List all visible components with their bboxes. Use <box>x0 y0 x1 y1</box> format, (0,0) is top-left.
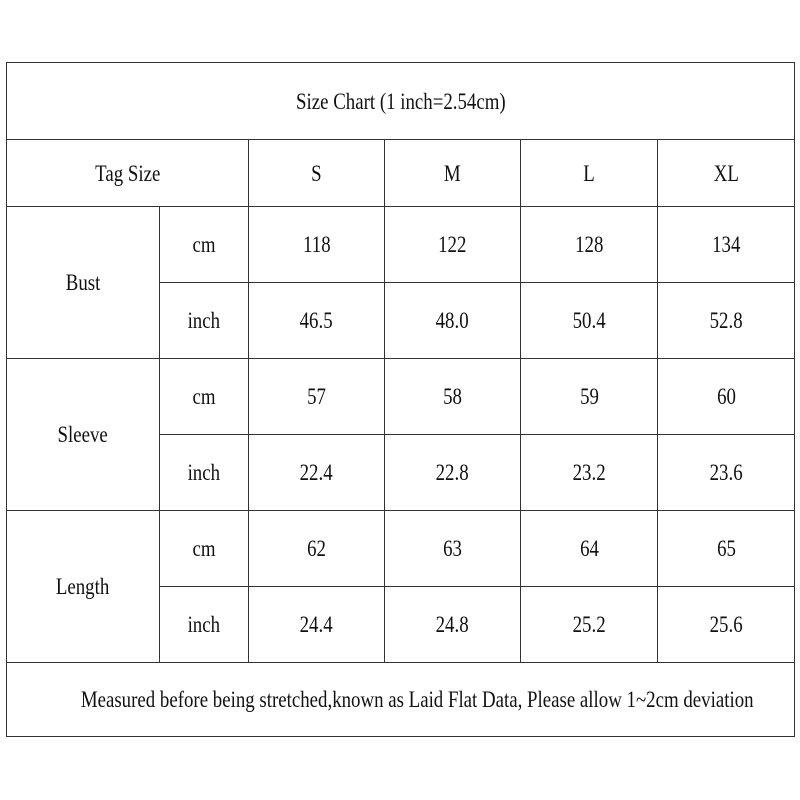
table-row <box>7 359 795 435</box>
table-cell: 58 <box>385 359 521 435</box>
table-cell: 25.6 <box>658 587 795 663</box>
size-header-s: S <box>249 140 385 207</box>
footer-note: Measured before being stretched,known as Laid Flat Data, Please allow 1~2cm deviation <box>7 663 795 737</box>
measure-label-sleeve: Sleeve <box>7 359 160 511</box>
measure-label-length: Length <box>7 511 160 663</box>
table-cell: 22.8 <box>385 435 521 511</box>
size-header-m: M <box>385 140 521 207</box>
table-cell: 24.4 <box>249 587 385 663</box>
table-cell: 22.4 <box>249 435 385 511</box>
unit-label: cm <box>160 207 249 283</box>
table-cell: 23.2 <box>521 435 658 511</box>
unit-label: inch <box>160 283 249 359</box>
title-row <box>7 63 795 140</box>
unit-label: cm <box>160 359 249 435</box>
table-cell: 63 <box>385 511 521 587</box>
table-row <box>7 207 795 283</box>
table-cell: 60 <box>658 359 795 435</box>
unit-label: cm <box>160 511 249 587</box>
table-cell: 122 <box>385 207 521 283</box>
table-cell: 65 <box>658 511 795 587</box>
table-cell: 118 <box>249 207 385 283</box>
table-cell: 46.5 <box>249 283 385 359</box>
table-cell: 52.8 <box>658 283 795 359</box>
unit-label: inch <box>160 435 249 511</box>
footer-note-row <box>7 663 795 737</box>
table-cell: 23.6 <box>658 435 795 511</box>
table-cell: 59 <box>521 359 658 435</box>
table-cell: 134 <box>658 207 795 283</box>
size-chart-table <box>6 62 795 737</box>
table-cell: 128 <box>521 207 658 283</box>
header-row <box>7 140 795 207</box>
table-cell: 25.2 <box>521 587 658 663</box>
size-header-xl: XL <box>658 140 795 207</box>
table-cell: 62 <box>249 511 385 587</box>
size-header-l: L <box>521 140 658 207</box>
unit-label: inch <box>160 587 249 663</box>
measure-label-bust: Bust <box>7 207 160 359</box>
table-cell: 50.4 <box>521 283 658 359</box>
table-cell: 57 <box>249 359 385 435</box>
table-row <box>7 511 795 587</box>
size-chart-title: Size Chart (1 inch=2.54cm) <box>7 63 795 140</box>
tag-size-header: Tag Size <box>7 140 249 207</box>
table-cell: 64 <box>521 511 658 587</box>
table-cell: 48.0 <box>385 283 521 359</box>
table-cell: 24.8 <box>385 587 521 663</box>
